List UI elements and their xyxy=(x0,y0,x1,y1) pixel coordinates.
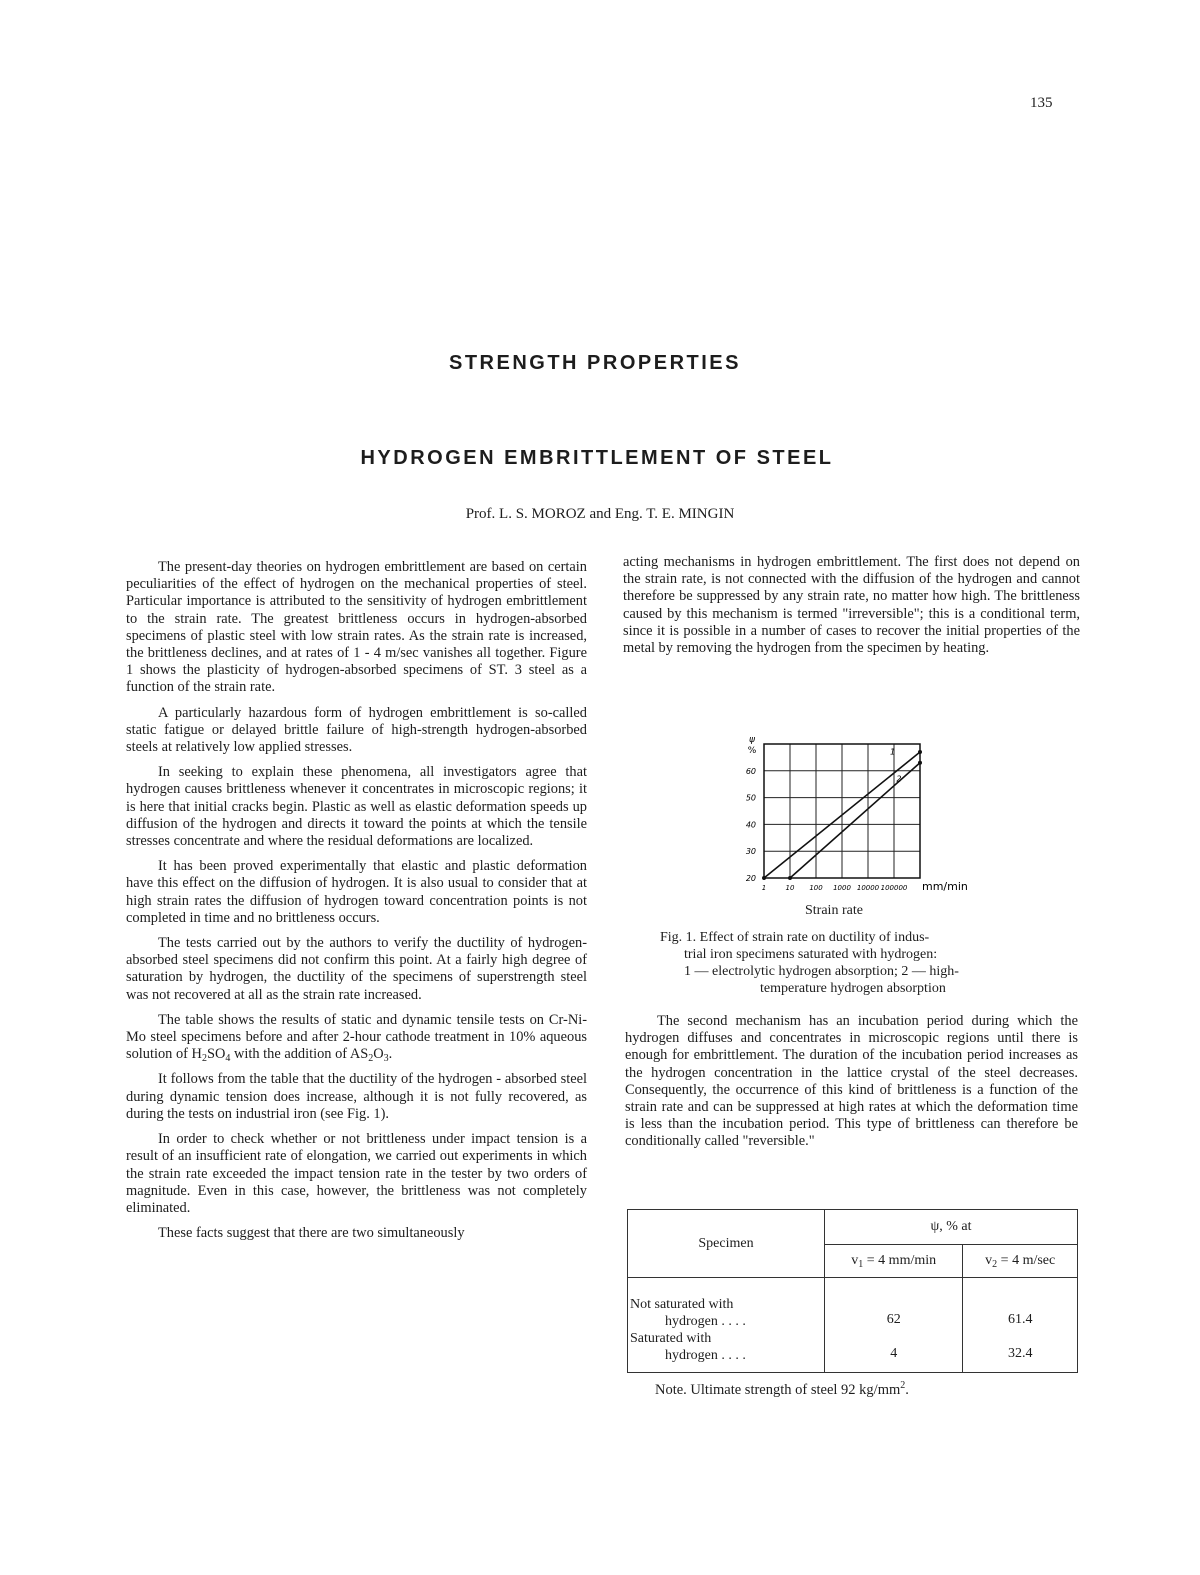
results-table xyxy=(627,1209,1078,1373)
var: v xyxy=(985,1253,993,1268)
table-cell-v1: 4 xyxy=(825,1330,963,1373)
y-axis-unit: % xyxy=(747,746,757,756)
series-label-2: 2 xyxy=(896,774,902,784)
x-tick-label: 10000 xyxy=(856,884,880,892)
series-point-1 xyxy=(762,876,766,880)
table-header-group: ψ, % at xyxy=(825,1210,1078,1245)
superscript: 2 xyxy=(900,1380,906,1391)
note-end: . xyxy=(905,1382,909,1398)
y-tick-label: 30 xyxy=(745,847,756,857)
series-point-2 xyxy=(918,761,922,765)
subscript: 4 xyxy=(225,1053,231,1065)
table-cell-label xyxy=(628,1330,825,1373)
val: = 4 mm/min xyxy=(863,1253,937,1268)
text: . xyxy=(388,1046,393,1063)
paragraph: The present-day theories on hydrogen embrittlement are based on certain peculiarities of the effect of hydrogen on the mechanical properties of steel. Particular importance is attributed to the sensitivity of hydrogen embrittlement to the strain rate. The greatest brittleness occurs in hydrogen-absorbed specimens of plastic steel with low strain rates. As the strain rate is increased, the brittleness declines, and at rates of 1 - 4 m/sec vanishes all together. Figure 1 shows the plasticity of hydrogen-absorbed specimens of ST. 3 steel as a function of the strain rate. xyxy=(126,559,587,696)
table-row xyxy=(628,1330,1078,1373)
label-line: Not saturated with xyxy=(630,1297,734,1312)
page-number: 135 xyxy=(1030,95,1053,111)
chart-xlabel: Strain rate xyxy=(805,903,863,918)
section-title: STRENGTH PROPERTIES xyxy=(449,352,741,374)
table-cell-v1: 62 xyxy=(825,1278,963,1331)
subscript: 2 xyxy=(992,1259,998,1270)
caption-line: 1 — electrolytic hydrogen absorption; 2 — high- xyxy=(684,964,959,979)
series-point-2 xyxy=(788,876,792,880)
y-tick-label: 60 xyxy=(745,766,756,776)
paragraph: The tests carried out by the authors to verify the ductility of hydrogen-absorbed steel specimens did not confirm this point. At a fairly high degree of saturation by hydrogen, the ductility of the specimens of superstrength steel was not recovered at all as the strain rate increased. xyxy=(126,935,587,1003)
table-cell-v2: 61.4 xyxy=(963,1278,1078,1331)
label-line: hydrogen . . . . xyxy=(665,1348,746,1363)
table-cell-v2: 32.4 xyxy=(963,1330,1078,1373)
article-title: HYDROGEN EMBRITTLEMENT OF STEEL xyxy=(360,447,834,469)
y-axis-symbol: ψ xyxy=(749,735,755,745)
x-tick-label: 100 xyxy=(809,884,823,892)
paragraph: It follows from the table that the ductility of the hydrogen - absorbed steel during dynamic tension does increase, although it is not fully recovered, as during the tests on industrial iron (see Fig. 1). xyxy=(126,1071,587,1122)
table-header-specimen: Specimen xyxy=(628,1210,825,1278)
table-row xyxy=(628,1278,1078,1331)
table-header-v1 xyxy=(825,1245,963,1278)
caption-line: trial iron specimens saturated with hydrogen: xyxy=(684,947,938,962)
subscript: 1 xyxy=(858,1259,864,1270)
table-note xyxy=(655,1382,909,1399)
paragraph: In order to check whether or not brittleness under impact tension is a result of an insufficient rate of elongation, we carried out experiments in which the strain rate exceeded the impact tension rate in the tester by two orders of magnitude. Even in this case, however, the brittleness was not completely eliminated. xyxy=(126,1131,587,1216)
paragraph-table-reference xyxy=(126,1012,587,1064)
authors: Prof. L. S. MOROZ and Eng. T. E. MINGIN xyxy=(465,506,735,522)
y-tick-label: 50 xyxy=(745,793,756,803)
paragraph: These facts suggest that there are two simultaneously xyxy=(158,1225,465,1242)
val: = 4 m/sec xyxy=(997,1253,1056,1268)
paragraph: A particularly hazardous form of hydrogen embrittlement is so-called static fatigue or delayed brittle failure of high-strength hydrogen-absorbed steels at relatively low applied stresses. xyxy=(126,704,587,756)
y-tick-label: 20 xyxy=(745,874,756,883)
subscript: 2 xyxy=(201,1053,207,1065)
caption-line: Fig. 1. Effect of strain rate on ductility of indus- xyxy=(660,930,930,945)
paragraph: acting mechanisms in hydrogen embrittlement. The first does not depend on the strain rate, is not connected with the diffusion of the hydrogen and cannot therefore be suppressed by any strain rate, no matter how high. The brittleness caused by this mechanism is termed "irreversible"; this is a conditional term, since it is possible in a number of cases to recover the initial properties of the metal by removing the hydrogen from the specimen by heating. xyxy=(623,554,1080,657)
subscript: 2 xyxy=(368,1053,374,1065)
right-column-bottom xyxy=(625,1013,1078,1159)
text: SO xyxy=(206,1046,226,1063)
figure-1-chart xyxy=(740,732,980,922)
caption-line: temperature hydrogen absorption xyxy=(760,981,946,996)
right-column-top xyxy=(623,554,1080,665)
figure-caption xyxy=(660,929,1050,997)
series-point-1 xyxy=(918,750,922,754)
label-line: Saturated with xyxy=(630,1331,712,1346)
chart-svg xyxy=(740,732,980,922)
note-text: Note. Ultimate strength of steel 92 kg/mm xyxy=(655,1382,901,1398)
paragraph: It has been proved experimentally that elastic and plastic deformation have this effect on the diffusion of hydrogen. It is also usual to consider that at high strain rates the diffusion of hydrogen toward concentration points is not completed in time and no brittleness occurs. xyxy=(126,858,587,926)
paragraph: In seeking to explain these phenomena, all investigators agree that hydrogen causes brittleness whenever it concentrates in microscopic regions; it is here that initial cracks begin. Plastic as well as elastic deformation speeds up diffusion of the hydrogen and directs it toward the points at which the tensile stresses concentrate and where the residual deformations are localized. xyxy=(126,764,587,850)
x-tick-label: 1 xyxy=(761,884,767,892)
series-label-1: 1 xyxy=(890,747,896,757)
subscript: 3 xyxy=(383,1053,389,1065)
paragraph: The second mechanism has an incubation period during which the hydrogen diffuses and concentrates in microscopic regions until there is enough for embrittlement. The duration of the incubation period increases as the hydrogen concentration in the lattice crystal of the steel decreases. Consequently, the occurrence of this kind of brittleness is a function of the strain rate and can be suppressed at high rates at which the deformation time is less than the incubation period. This type of brittleness can therefore be conditionally called "reversible." xyxy=(625,1013,1078,1150)
x-tick-label: 1000 xyxy=(833,884,851,892)
label-line: hydrogen . . . . xyxy=(665,1314,746,1329)
text: with the addition of AS xyxy=(230,1046,369,1063)
table-header-v2 xyxy=(963,1245,1078,1278)
x-axis-unit: mm/min xyxy=(922,880,968,893)
var: v xyxy=(851,1253,859,1268)
y-tick-label: 40 xyxy=(745,820,756,830)
left-column xyxy=(126,559,587,1250)
text: The table shows the results of static and dynamic tensile tests on Cr-Ni-Mo steel specimens before and after 2-hour cathode treatment in 10% aqueous solution of H xyxy=(126,1011,587,1063)
x-tick-label: 10 xyxy=(785,884,795,892)
x-tick-label: 100000 xyxy=(880,884,908,892)
table-cell-label xyxy=(628,1278,825,1331)
text: O xyxy=(373,1046,384,1063)
